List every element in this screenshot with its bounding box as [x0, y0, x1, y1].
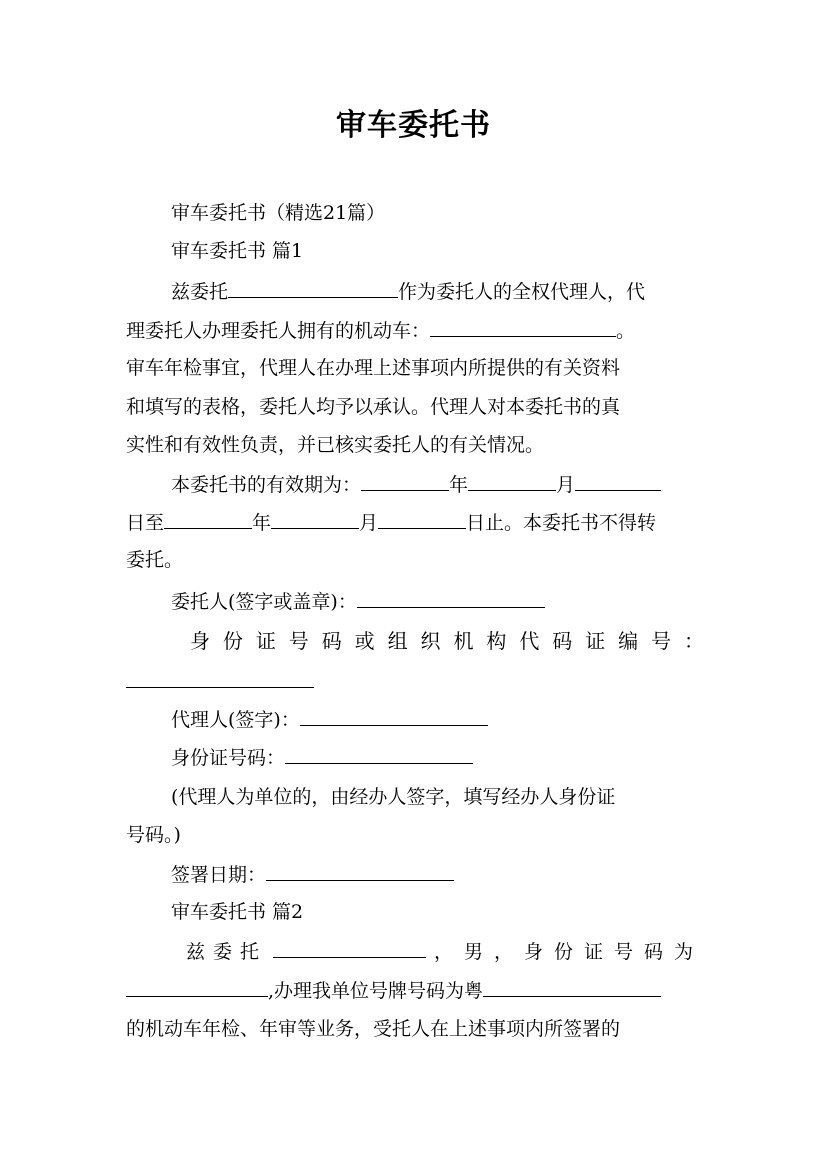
field-label-id-code: 身份证号码或组织机构代码证编号： — [190, 629, 704, 653]
text-segment: ,办理我单位号牌号码为粤 — [268, 980, 484, 1002]
text-segment: 月 — [556, 474, 576, 496]
signature-line-principal — [171, 589, 704, 614]
paragraph-line: 的机动车年检、年审等业务，受托人在上述事项内所签署的 — [126, 1018, 621, 1040]
section-heading-1: 审车委托书 篇1 — [171, 240, 304, 262]
paragraph-line — [171, 472, 704, 497]
fill-blank — [164, 510, 252, 529]
fill-blank — [361, 472, 449, 491]
field-label: 代理人(签字)： — [171, 709, 300, 731]
field-label: 签署日期： — [171, 864, 267, 886]
text-segment: ，男，身份证号码为 — [433, 941, 704, 963]
text-segment: 作为委托人的全权代理人，代 — [398, 281, 646, 303]
text-segment: 本委托书的有效期为： — [171, 474, 362, 496]
signature-line-date — [171, 862, 704, 887]
signature-line-id-number — [171, 745, 704, 770]
fill-blank — [468, 472, 556, 491]
fill-blank — [300, 707, 488, 726]
fill-blank — [575, 472, 661, 491]
text-segment: 月 — [359, 512, 379, 534]
fill-blank — [273, 939, 426, 958]
fill-blank — [378, 510, 466, 529]
paragraph-line: (代理人为单位的，由经办人签字，填写经办人身份证 — [171, 786, 616, 808]
text-segment: 兹委托 — [186, 941, 268, 963]
text-segment: 。 — [616, 320, 636, 342]
field-label: 身份证号码： — [171, 747, 286, 769]
paragraph-line: 实性和有效性负责，并已核实委托人的有关情况。 — [126, 434, 545, 456]
paragraph-line: 号码。) — [126, 824, 181, 846]
fill-blank — [271, 510, 359, 529]
paragraph-line — [171, 279, 704, 304]
document-subtitle: 审车委托书（精选21篇） — [171, 202, 386, 224]
fill-blank — [126, 978, 268, 997]
text-segment: 日至 — [126, 512, 165, 534]
fill-blank — [430, 318, 616, 337]
paragraph-line — [126, 978, 704, 1003]
text-segment: 兹委托 — [171, 281, 229, 303]
fill-blank — [483, 978, 661, 997]
paragraph-line: 委托。 — [126, 549, 184, 571]
fill-blank — [266, 862, 454, 881]
text-segment: 理委托人办理委托人拥有的机动车： — [126, 320, 431, 342]
field-label: 委托人(签字或盖章)： — [171, 591, 357, 613]
text-segment: 年 — [449, 474, 469, 496]
paragraph-line — [186, 939, 704, 964]
paragraph-line — [126, 318, 704, 343]
signature-line-agent — [171, 707, 704, 732]
paragraph-line — [126, 510, 704, 535]
fill-blank — [357, 589, 545, 608]
signature-line-id-code — [126, 669, 704, 694]
document-title: 审车委托书 — [336, 108, 491, 143]
text-segment: 年 — [252, 512, 272, 534]
fill-blank — [228, 279, 398, 298]
text-segment: 日止。本委托书不得转 — [466, 512, 657, 534]
paragraph-line: 和填写的表格，委托人均予以承认。代理人对本委托书的真 — [126, 396, 621, 418]
fill-blank — [126, 669, 314, 688]
fill-blank — [285, 745, 473, 764]
paragraph-line: 审车年检事宜，代理人在办理上述事项内所提供的有关资料 — [126, 357, 621, 379]
section-heading-2: 审车委托书 篇2 — [171, 901, 304, 923]
